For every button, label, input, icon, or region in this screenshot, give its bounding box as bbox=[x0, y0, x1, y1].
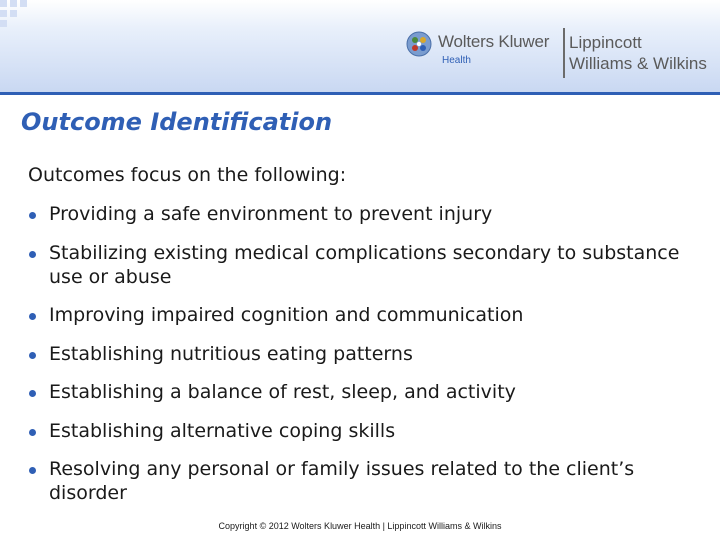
bullet-text: Establishing a balance of rest, sleep, and activity bbox=[49, 381, 516, 403]
logo-company-name: Wolters Kluwer bbox=[438, 32, 550, 51]
header-rule bbox=[0, 92, 720, 95]
bullet-dot-icon bbox=[29, 313, 36, 320]
bullet-item bbox=[28, 457, 708, 505]
wolters-kluwer-lww-logo bbox=[406, 28, 716, 80]
bullet-text: Improving impaired cognition and communication bbox=[49, 304, 524, 326]
bullet-text: Establishing nutritious eating patterns bbox=[49, 342, 413, 365]
bullet-item bbox=[28, 303, 708, 327]
header-band bbox=[0, 0, 720, 92]
logo-imprint-line2: Williams & Wilkins bbox=[569, 54, 707, 73]
bullet-text: Providing a safe environment to prevent injury bbox=[49, 203, 493, 225]
bullet-list bbox=[28, 202, 708, 520]
bullet-dot-icon bbox=[29, 390, 36, 397]
bullet-dot-icon bbox=[29, 212, 36, 219]
bullet-item bbox=[28, 380, 708, 404]
slide-intro: Outcomes focus on the following: bbox=[28, 164, 347, 186]
bullet-text: Stabilizing existing medical complications secondary to substance use or abuse bbox=[49, 241, 680, 288]
logo-divider bbox=[563, 28, 565, 78]
bullet-text: Establishing alternative coping skills bbox=[49, 419, 396, 442]
slide-title: Outcome Identification bbox=[21, 108, 333, 136]
globe-logo-icon bbox=[406, 31, 432, 57]
bullet-dot-icon bbox=[29, 352, 36, 359]
logo-division: Health bbox=[442, 55, 471, 66]
bullet-dot-icon bbox=[29, 429, 36, 436]
bullet-item bbox=[28, 342, 708, 366]
bullet-item bbox=[28, 202, 708, 226]
logo-imprint bbox=[569, 32, 707, 74]
bullet-dot-icon bbox=[29, 251, 36, 258]
bullet-dot-icon bbox=[29, 467, 36, 474]
bullet-item bbox=[28, 419, 708, 443]
bullet-item bbox=[28, 241, 708, 289]
bullet-text: Resolving any personal or family issues related to the client’s disorder bbox=[49, 458, 635, 504]
logo-imprint-line1: Lippincott bbox=[569, 33, 642, 52]
copyright-footer: Copyright © 2012 Wolters Kluwer Health | Lippincott Williams & Wilkins bbox=[218, 521, 502, 531]
